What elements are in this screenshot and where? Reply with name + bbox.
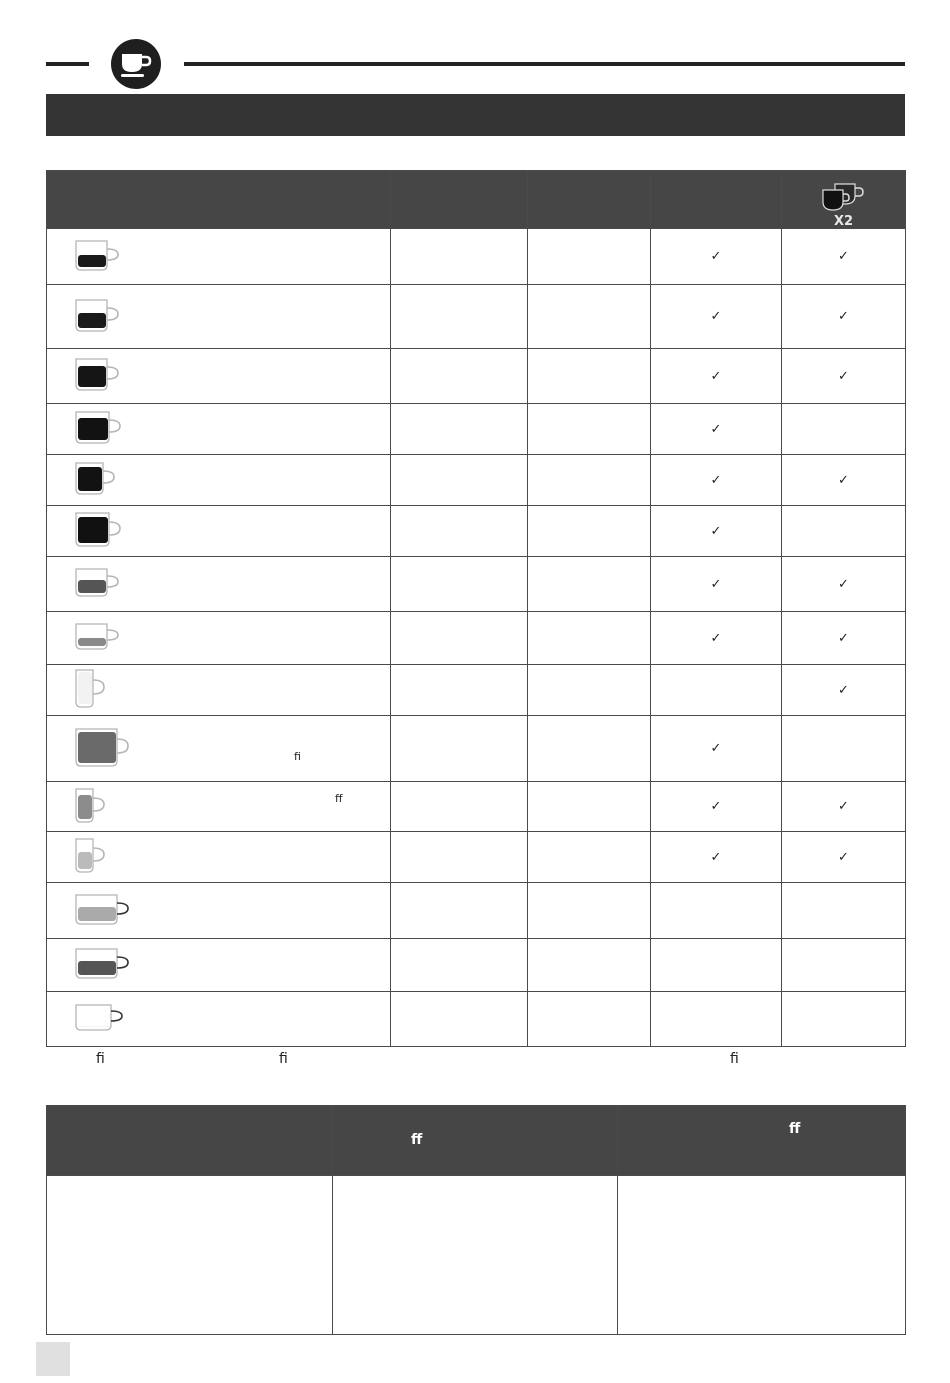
drink-row [47, 455, 906, 506]
check-cell-c3 [651, 992, 782, 1047]
check-cell-c3: ✓ [651, 349, 782, 404]
check-cell-c4 [782, 992, 906, 1047]
check-cell-c4: ✓ [782, 782, 906, 832]
check-cell-c4: ✓ [782, 557, 906, 612]
empty-cell [528, 782, 651, 832]
drink-cell [47, 285, 391, 349]
empty-cell [528, 939, 651, 992]
empty-cell [528, 349, 651, 404]
settings-header-col2-lig: ﬀ [411, 1132, 423, 1148]
latte-small-cup-icon [75, 622, 119, 654]
espresso-large-cup-icon [75, 298, 119, 336]
empty-cell [528, 506, 651, 557]
drink-row [47, 716, 906, 782]
check-cell-c4: ✓ [782, 665, 906, 716]
empty-cup-cup-icon [75, 1003, 123, 1035]
drink-cell [47, 992, 391, 1047]
drink-cell [47, 716, 391, 782]
mug-dark-cup-icon [75, 511, 121, 551]
empty-cell [391, 716, 528, 782]
check-cell-c3 [651, 665, 782, 716]
check-cell-c4: ✓ [782, 455, 906, 506]
drink-row [47, 782, 906, 832]
check-cell-c3: ✓ [651, 404, 782, 455]
check-cell-c4 [782, 883, 906, 939]
empty-cell [391, 782, 528, 832]
drink-cell [47, 832, 391, 883]
check-cell-c4 [782, 404, 906, 455]
footnote-lig-3: ﬁ [730, 1051, 739, 1067]
empty-cell [528, 229, 651, 285]
settings-header-col3 [618, 1106, 906, 1176]
drink-row [47, 832, 906, 883]
empty-cell [528, 404, 651, 455]
drink-row [47, 939, 906, 992]
empty-cell [391, 349, 528, 404]
milk-glass-cup-icon [75, 668, 105, 712]
coffee-cup-icon [75, 357, 119, 395]
empty-cell [391, 883, 528, 939]
empty-cell [528, 285, 651, 349]
empty-cell [528, 832, 651, 883]
drink-row [47, 506, 906, 557]
check-cell-c3: ✓ [651, 229, 782, 285]
drink-cell [47, 883, 391, 939]
header-drink [47, 171, 391, 229]
settings-header-col2 [333, 1106, 618, 1176]
settings-cell-1 [47, 1176, 333, 1335]
drink-row [47, 883, 906, 939]
empty-cell [528, 665, 651, 716]
empty-cell [528, 557, 651, 612]
drink-cell [47, 455, 391, 506]
check-cell-c3: ✓ [651, 506, 782, 557]
tea-cup-cup-icon [75, 893, 129, 929]
section-title-bar [46, 94, 905, 136]
empty-cell [391, 992, 528, 1047]
check-cell-c4: ✓ [782, 229, 906, 285]
drink-cell [47, 349, 391, 404]
check-cell-c3: ✓ [651, 782, 782, 832]
footnote-lig-1: ﬁ [96, 1051, 105, 1067]
check-cell-c4 [782, 939, 906, 992]
check-cell-c4: ✓ [782, 349, 906, 404]
drink-cell [47, 665, 391, 716]
x2-label: X2 [833, 214, 854, 229]
check-cell-c3: ✓ [651, 832, 782, 883]
drink-row [47, 285, 906, 349]
empty-cell [391, 229, 528, 285]
drink-row [47, 665, 906, 716]
drink-cell [47, 229, 391, 285]
check-cell-c3 [651, 883, 782, 939]
settings-header-col3-lig: ﬀ [789, 1121, 801, 1137]
check-cell-c3: ✓ [651, 612, 782, 665]
cappuccino-cup-icon [75, 567, 119, 601]
empty-cell [528, 883, 651, 939]
empty-cell [391, 455, 528, 506]
tea-cup-dark-cup-icon [75, 947, 129, 983]
tall-dark-cup-icon [75, 461, 115, 499]
check-cell-c4: ✓ [782, 612, 906, 665]
header-col2 [528, 171, 651, 229]
empty-cell [391, 506, 528, 557]
espresso-cup-icon [75, 239, 119, 275]
drinks-table [46, 170, 906, 1047]
drink-ligature: ﬁ [294, 750, 301, 763]
empty-cell [391, 285, 528, 349]
coffee-large-cup-icon [75, 410, 121, 448]
settings-cell-2 [333, 1176, 618, 1335]
drink-cell [47, 404, 391, 455]
check-cell-c3: ✓ [651, 557, 782, 612]
drink-cell [47, 506, 391, 557]
drink-ligature: ﬀ [335, 792, 343, 805]
empty-cell [391, 612, 528, 665]
footnote-lig-2: ﬁ [279, 1051, 288, 1067]
empty-cell [391, 939, 528, 992]
settings-table-header [47, 1106, 906, 1176]
drink-row [47, 229, 906, 285]
header-col1 [391, 171, 528, 229]
empty-cell [391, 665, 528, 716]
drink-row [47, 992, 906, 1047]
empty-cell [391, 557, 528, 612]
macchiato-cup-icon [75, 837, 105, 877]
drink-row [47, 349, 906, 404]
empty-cell [528, 716, 651, 782]
drinks-table-header [47, 171, 906, 229]
check-cell-c3: ✓ [651, 455, 782, 506]
drink-cell [47, 939, 391, 992]
empty-cell [391, 404, 528, 455]
drink-cell [47, 782, 391, 832]
settings-cell-3 [618, 1176, 906, 1335]
big-mug-cup-icon [75, 727, 129, 771]
settings-table-row [47, 1176, 906, 1335]
settings-table [46, 1105, 906, 1335]
coffee-cup-icon [111, 39, 161, 89]
drink-row [47, 404, 906, 455]
check-cell-c3 [651, 939, 782, 992]
page-number-tab [36, 1342, 70, 1376]
check-cell-c3: ✓ [651, 716, 782, 782]
settings-header-col1 [47, 1106, 333, 1176]
check-cell-c4: ✓ [782, 285, 906, 349]
double-cup-icon [821, 180, 867, 212]
check-cell-c4: ✓ [782, 832, 906, 883]
latte-glass-cup-icon [75, 787, 105, 827]
drink-row [47, 612, 906, 665]
drink-row [47, 557, 906, 612]
empty-cell [528, 612, 651, 665]
check-cell-c4 [782, 506, 906, 557]
header-rule-right [184, 62, 905, 66]
header-double-cup [782, 171, 906, 229]
empty-cell [528, 455, 651, 506]
drink-cell [47, 612, 391, 665]
drink-cell [47, 557, 391, 612]
header-rule-left [46, 62, 89, 66]
empty-cell [391, 832, 528, 883]
check-cell-c4 [782, 716, 906, 782]
check-cell-c3: ✓ [651, 285, 782, 349]
empty-cell [528, 992, 651, 1047]
header-col3 [651, 171, 782, 229]
